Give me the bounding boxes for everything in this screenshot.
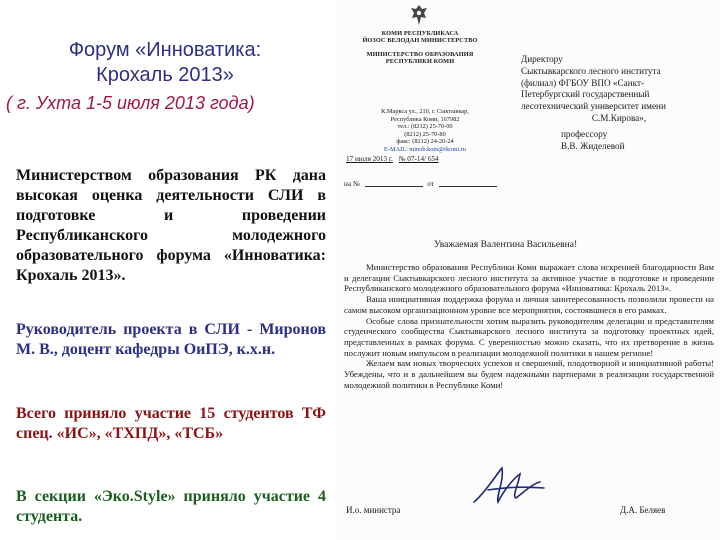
letter-paragraph: Ваша инициативная поддержка форума и личная заинтересованность позволили провести на самом высоком организационном уровне все мероприятия, состоявшиеся в его рамках. bbox=[344, 294, 714, 315]
paragraph-evaluation: Министерством образования РК дана высокая оценка деятельности СЛИ в подготовке и проведении Республиканского молодежного образовательного форума «Инноватика: Крохаль 2013». bbox=[16, 167, 326, 284]
reference-line bbox=[344, 180, 497, 188]
signer-title: И.о. министра bbox=[346, 505, 401, 515]
letter-paragraph: Особые слова признательности хотим выразить руководителям делегации и представителям студенческого сообщества Сыктывкарского лесного института за подготовку проектных идей, представленных в рамках форума. С уверенностью можно сказать, что их претворение в жизнь послужит новым импульсом в реализации молодежной политики в нашем регионе! bbox=[344, 315, 714, 358]
slide-subtitle: ( г. Ухта 1-5 июля 2013 года) bbox=[6, 93, 255, 113]
ref-from: от bbox=[427, 180, 434, 188]
letter-paragraph: Министерство образования Республики Коми выражает слова искренней благодарности Вам и делегации Сыктывкарского лесного института за активное участие в подготовке и проведении Республиканского молодежного образовательного форума «Инноватика: Крохаль 2013». bbox=[344, 262, 714, 294]
ref-label: на № bbox=[344, 180, 360, 188]
address-line: (8212) 25-70-80 bbox=[404, 130, 446, 138]
address-line: Республика Коми, 167982 bbox=[390, 115, 460, 123]
paragraph-participants: Всего приняло участие 15 студентов ТФ спец. «ИС», «ТХПД», «ТСБ» bbox=[16, 405, 326, 442]
scanned-letter bbox=[336, 0, 720, 540]
slide-title-line1: Форум «Инноватика: bbox=[68, 39, 262, 61]
handwritten-signature bbox=[468, 462, 550, 512]
ministry-header-line: ЙОЗОС ВЕЛОДАН МИНИСТЕРСТВО bbox=[362, 37, 478, 45]
ministry-address bbox=[370, 108, 480, 154]
address-line: факс: (8212) 24-20-24 bbox=[396, 138, 454, 146]
address-email: E-MAIL: minob.kom@rkomi.ru bbox=[384, 145, 466, 153]
letter-date-line bbox=[346, 155, 491, 163]
recipient-line: С.М.Кирова», bbox=[591, 112, 647, 123]
recipient-line: Петербургский государственный bbox=[521, 89, 650, 100]
letter-date: 17 июля 2013 г. bbox=[346, 155, 393, 163]
ministry-header-line: КОМИ РЕСПУБЛИКАСА bbox=[381, 30, 459, 37]
recipient-block bbox=[521, 54, 717, 152]
recipient-line: профессору bbox=[561, 128, 608, 139]
letter-salutation: Уважаемая Валентина Васильевна! bbox=[434, 239, 578, 250]
address-line: К.Маркса ул., 210, г. Сыктывкар, bbox=[381, 108, 469, 115]
letter-number: № 07-14/ 654 bbox=[398, 155, 439, 163]
slide-title-line2: Крохаль 2013» bbox=[96, 64, 234, 86]
letter-paragraph: Желаем вам новых творческих успехов и свершений, плодотворной и инициативной работы! Убеждены, что и в дальнейшем вы будем надежными партнерами в реализации государственной молодежной политики в Республике Коми! bbox=[344, 358, 714, 390]
recipient-line: Сыктывкарского лесного института bbox=[521, 65, 661, 76]
letter-body bbox=[344, 262, 714, 390]
recipient-line: Директору bbox=[521, 54, 563, 64]
address-line: тел.: (8212) 25-70-00 bbox=[397, 123, 453, 131]
ministry-header-line: РЕСПУБЛИКИ КОМИ bbox=[385, 58, 455, 66]
recipient-line: (филиал) ФГБОУ ВПО «Санкт- bbox=[521, 77, 645, 88]
coat-of-arms-icon bbox=[409, 4, 429, 26]
ministry-header bbox=[350, 30, 490, 66]
slide-title bbox=[10, 38, 320, 88]
paragraph-eco-section: В секции «Эко.Style» приняло участие 4 студента. bbox=[16, 488, 326, 525]
signer-name: Д.А. Беляев bbox=[620, 505, 666, 515]
recipient-line: В.В. Жиделевой bbox=[561, 140, 625, 151]
paragraph-project-lead: Руководитель проекта в СЛИ - Миронов М. В., доцент кафедры ОиПЭ, к.х.н. bbox=[16, 321, 326, 358]
ministry-header-line: МИНИСТЕРСТВО ОБРАЗОВАНИЯ bbox=[366, 50, 474, 58]
slide-left-panel bbox=[0, 0, 340, 540]
recipient-line: лесотехнический университет имени bbox=[521, 101, 666, 112]
